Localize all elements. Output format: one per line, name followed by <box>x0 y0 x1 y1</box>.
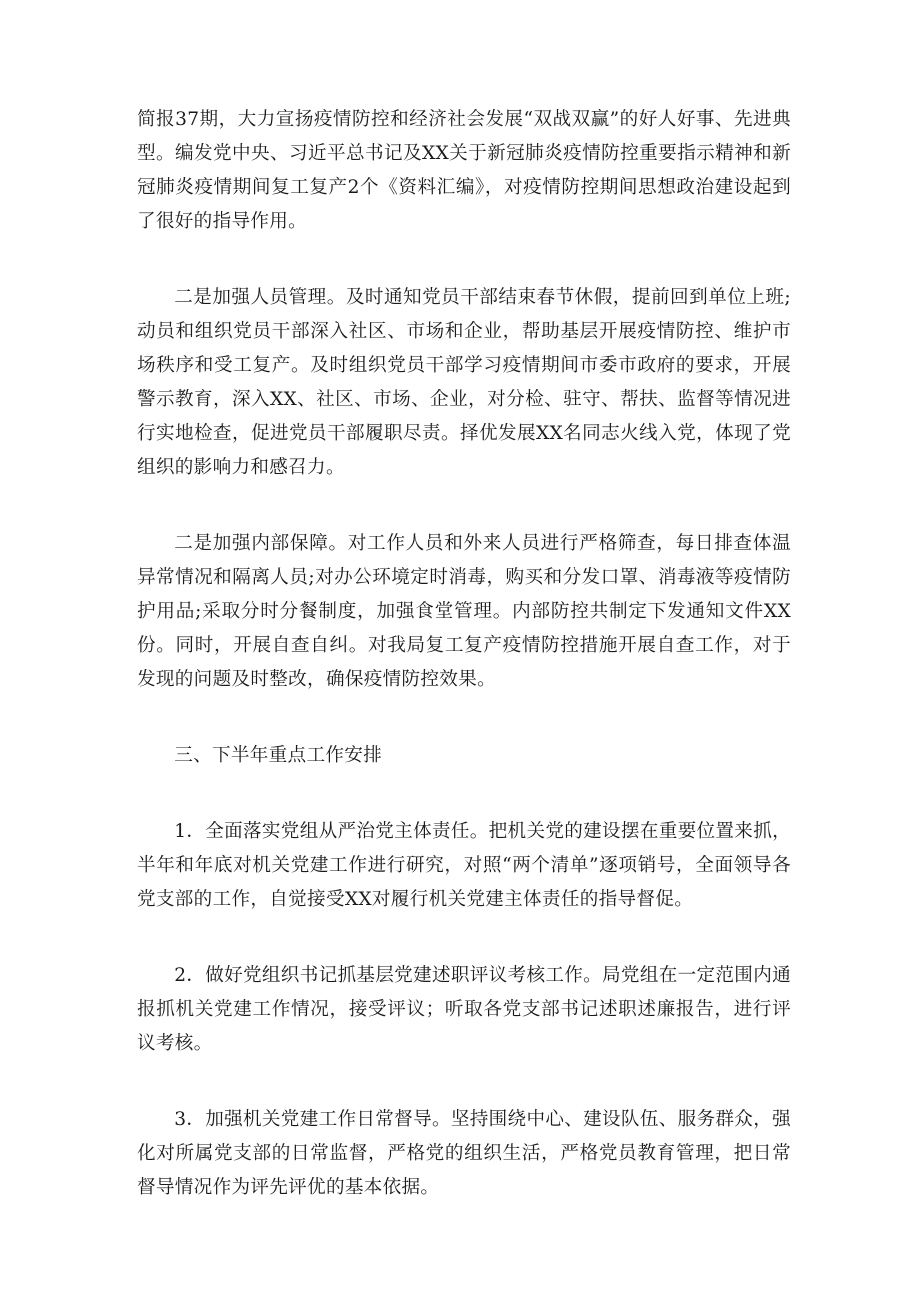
document-body <box>137 103 791 1247</box>
paragraph-continuation: 简报37期，大力宣扬疫情防控和经济社会发展“双战双赢”的好人好事、先进典型。编发党中央、习近平总书记及XX关于新冠肺炎疫情防控重要指示精神和新冠肺炎疫情期间复工复产2个《资料汇编》，对疫情防控期间思想政治建设起到了很好的指导作用。 <box>137 109 791 232</box>
paragraph-item-3: 3．加强机关党建工作日常督导。坚持围绕中心、建设队伍、服务群众，强化对所属党支部的日常监督，严格党的组织生活，严格党员教育管理，把日常督导情况作为评先评优的基本依据。 <box>137 1109 791 1198</box>
paragraph-item-1: 1．全面落实党组从严治党主体责任。把机关党的建设摆在重要位置来抓，半年和年底对机关党建工作进行研究，对照“两个清单”逐项销号，全面领导各党支部的工作，自觉接受XX对履行机关党建主体责任的指导督促。 <box>137 821 791 910</box>
paragraph-item-2: 2．做好党组织书记抓基层党建述职评议考核工作。局党组在一定范围内通报抓机关党建工作情况，接受评议；听取各党支部书记述职述廉报告，进行评议考核。 <box>137 965 791 1054</box>
paragraph-personnel-management: 二是加强人员管理。及时通知党员干部结束春节休假，提前回到单位上班;动员和组织党员干部深入社区、市场和企业，帮助基层开展疫情防控、维护市场秩序和受工复产。及时组织党员干部学习疫情期间市委市政府的要求，开展警示教育，深入XX、社区、市场、企业，对分检、驻守、帮扶、监督等情况进行实地检查，促进党员干部履职尽责。择优发展XX名同志火线入党，体现了党组织的影响力和感召力。 <box>137 287 791 478</box>
paragraph-internal-protection: 二是加强内部保障。对工作人员和外来人员进行严格筛查，每日排查体温异常情况和隔离人员;对办公环境定时消毒，购买和分发口罩、消毒液等疫情防护用品;采取分时分餐制度，加强食堂管理。内部防控共制定下发通知文件XX份。同时，开展自查自纠。对我局复工复产疫情防控措施开展自查工作，对于发现的问题及时整改，确保疫情防控效果。 <box>137 533 791 690</box>
section-heading-second-half-plan: 三、下半年重点工作安排 <box>174 745 383 766</box>
